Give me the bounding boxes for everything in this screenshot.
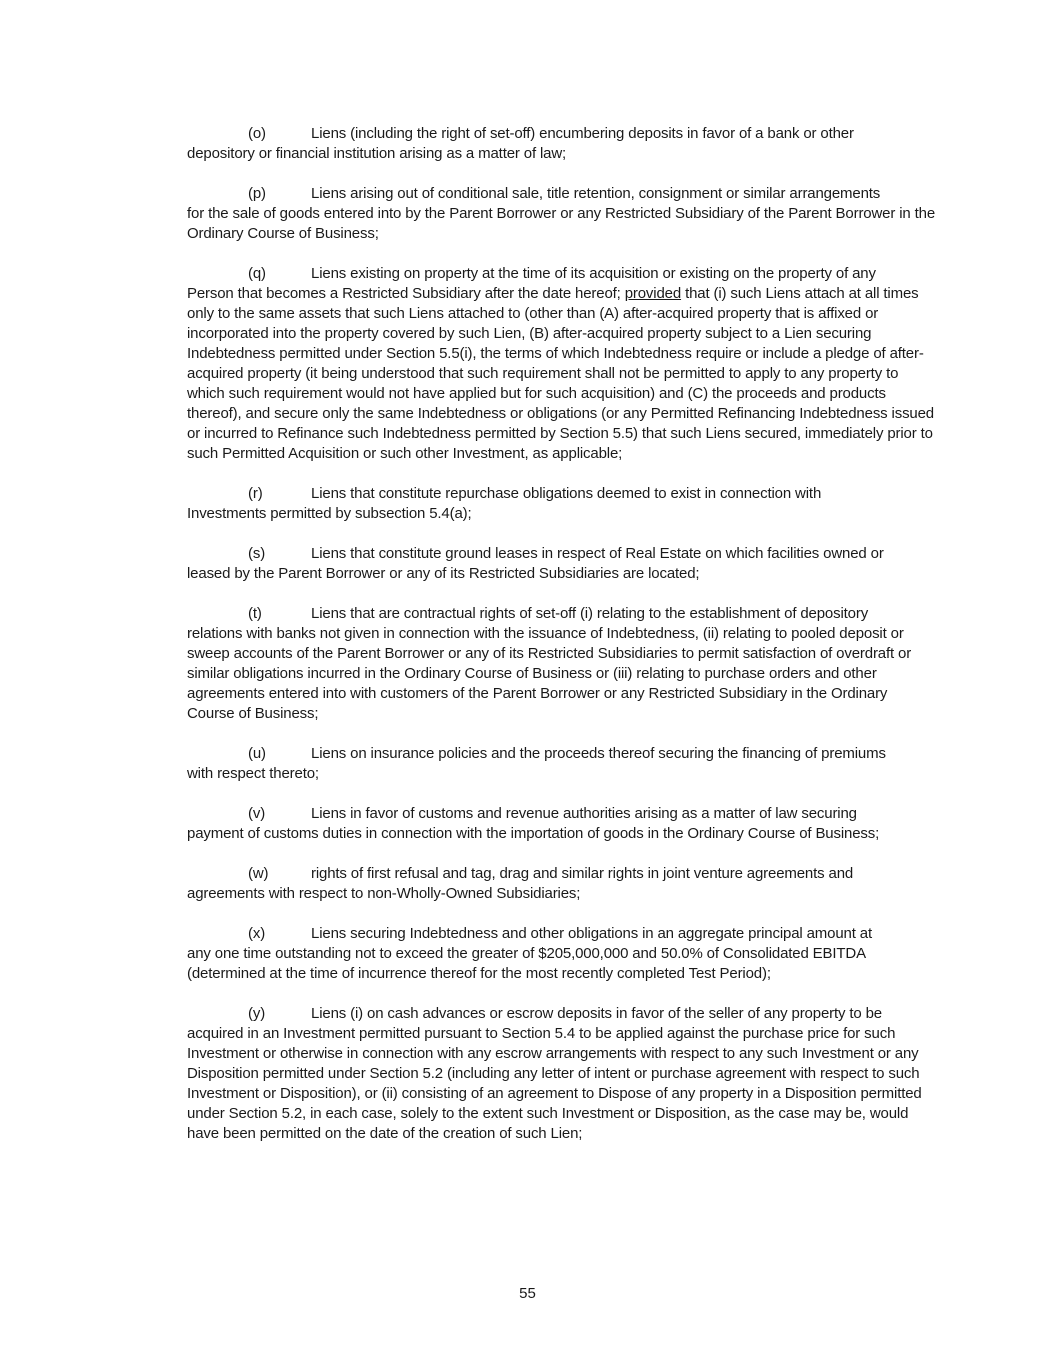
clause-marker: (t) xyxy=(248,605,262,622)
clause-body-text: relations with banks not given in connection with the issuance of Indebtedness, (ii) relating to pooled deposit or sweep accounts of the Parent Borrower or any of its Restricted Subsidiaries to permit satisfaction of overdraft or similar obligations incurred in the Ordinary Course of Business or (iii) relating to purchase orders and other agreements entered into with customers of the Parent Borrower or any Restricted Subsidiary in the Ordinary Course of Business; xyxy=(187,625,912,722)
clause-body-text: with respect thereto; xyxy=(187,765,319,782)
clause-marker: (w) xyxy=(248,865,269,882)
clause-marker: (v) xyxy=(248,805,266,822)
clause-y xyxy=(187,1004,935,1144)
clause-first-line xyxy=(187,484,935,504)
clause-body-text: leased by the Parent Borrower or any of its Restricted Subsidiaries are located; xyxy=(187,565,700,582)
clause-w xyxy=(187,864,935,904)
clause-lead-text: Liens (including the right of set-off) encumbering deposits in favor of a bank or other xyxy=(311,125,854,142)
clause-lead-text: Liens arising out of conditional sale, title retention, consignment or similar arrangements xyxy=(311,185,881,202)
clause-first-line xyxy=(187,264,935,284)
clause-q xyxy=(187,264,935,464)
clause-lead-text: Liens existing on property at the time of its acquisition or existing on the property of any xyxy=(311,265,876,282)
clause-lead-text: Liens on insurance policies and the proceeds thereof securing the financing of premiums xyxy=(311,745,886,762)
clause-lead-text: Liens in favor of customs and revenue authorities arising as a matter of law securing xyxy=(311,805,857,822)
clause-body-text: for the sale of goods entered into by the Parent Borrower or any Restricted Subsidiary of the Parent Borrower in the Ordinary Course of Business; xyxy=(187,205,936,242)
clause-first-line xyxy=(187,744,935,764)
clause-marker: (q) xyxy=(248,265,266,282)
clause-body-text: Person that becomes a Restricted Subsidiary after the date hereof; xyxy=(187,285,625,302)
clause-first-line xyxy=(187,924,935,944)
clause-body-text: any one time outstanding not to exceed the greater of $205,000,000 and 50.0% of Consolidated EBITDA (determined at the time of incurrence thereof for the most recently completed Test Period); xyxy=(187,945,866,982)
clause-first-line xyxy=(187,804,935,824)
clause-x xyxy=(187,924,935,984)
provided-term: provided xyxy=(624,285,682,302)
clause-body-text: Investments permitted by subsection 5.4(a); xyxy=(187,505,472,522)
clause-body-text-continued: that (i) such Liens attach at all times only to the same assets that such Liens attached to (other than (A) after-acquired property that is affixed or incorporated into the property covered by such Lien, (B) after-acquired property subject to a Lien securing Indebtedness permitted under Section 5.5(i), the terms of which Indebtedness require or include a pledge of after-acquired property (it being understood that such requirement shall not be permitted to apply to any property to which such requirement would not have applied but for such acquisition) and (C) the proceeds and products thereof), and secure only the same Indebtedness or obligations (or any Permitted Refinancing Indebtedness issued or incurred to Refinance such Indebtedness permitted by Section 5.5) that such Liens secured, immediately prior to such Permitted Acquisition or such other Investment, as applicable; xyxy=(187,285,934,462)
clause-u xyxy=(187,744,935,784)
clause-marker: (x) xyxy=(248,925,266,942)
clause-v xyxy=(187,804,935,844)
clause-first-line xyxy=(187,864,935,884)
clause-lead-text: rights of first refusal and tag, drag and similar rights in joint venture agreements and xyxy=(311,865,854,882)
clause-lead-text: Liens that constitute ground leases in respect of Real Estate on which facilities owned or xyxy=(311,545,884,562)
clause-marker: (u) xyxy=(248,745,266,762)
clause-marker: (s) xyxy=(248,545,266,562)
clause-lead-text: Liens that constitute repurchase obligations deemed to exist in connection with xyxy=(311,485,822,502)
clause-lead-text: Liens securing Indebtedness and other obligations in an aggregate principal amount at xyxy=(311,925,872,942)
clause-o xyxy=(187,124,935,164)
clause-s xyxy=(187,544,935,584)
clause-lead-text: Liens that are contractual rights of set-off (i) relating to the establishment of depository xyxy=(311,605,869,622)
clause-p xyxy=(187,184,935,244)
clause-marker: (y) xyxy=(248,1005,266,1022)
clause-first-line xyxy=(187,124,935,144)
clause-body-text: agreements with respect to non-Wholly-Owned Subsidiaries; xyxy=(187,885,581,902)
page-number: 55 xyxy=(519,1285,536,1302)
clause-lead-text: Liens (i) on cash advances or escrow deposits in favor of the seller of any property to be xyxy=(311,1005,882,1022)
clause-first-line xyxy=(187,604,935,624)
clause-marker: (p) xyxy=(248,185,266,202)
clause-t xyxy=(187,604,935,724)
clause-r xyxy=(187,484,935,524)
document-body xyxy=(187,124,935,1164)
clause-first-line xyxy=(187,544,935,564)
clause-marker: (r) xyxy=(248,485,263,502)
clause-marker: (o) xyxy=(248,125,266,142)
clause-body-text: depository or financial institution arising as a matter of law; xyxy=(187,145,567,162)
clause-body-text: acquired in an Investment permitted pursuant to Section 5.4 to be applied against the purchase price for such Investment or otherwise in connection with any escrow arrangements with respect to any such Investment or any Disposition permitted under Section 5.2 (including any letter of intent or purchase agreement with respect to such Investment or Disposition), or (ii) consisting of an agreement to Dispose of any property in a Disposition permitted under Section 5.2, in each case, solely to the extent such Investment or Disposition, as the case may be, would have been permitted on the date of the creation of such Lien; xyxy=(187,1025,922,1142)
clause-first-line xyxy=(187,1004,935,1024)
clause-body-text: payment of customs duties in connection with the importation of goods in the Ordinary Course of Business; xyxy=(187,825,880,842)
clause-first-line xyxy=(187,184,935,204)
